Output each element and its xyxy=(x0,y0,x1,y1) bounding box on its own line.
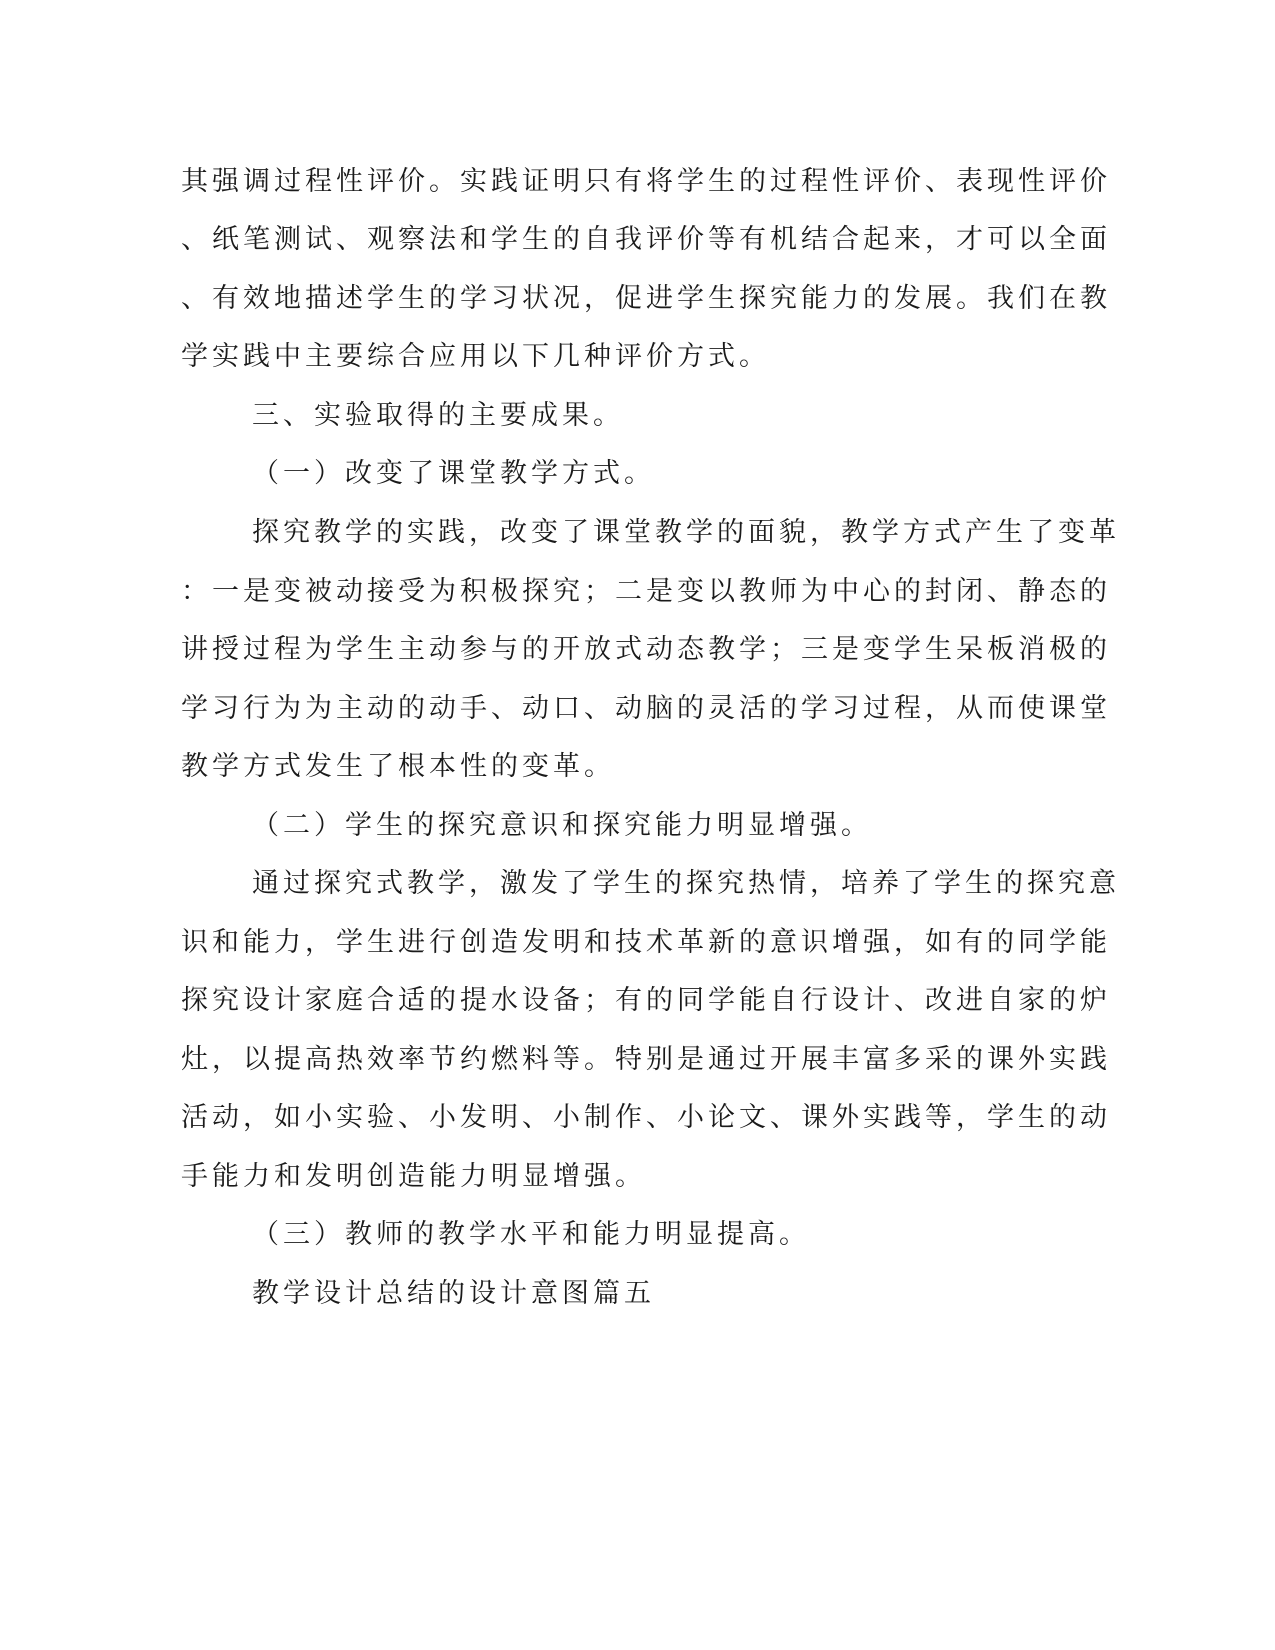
paragraph-line: 学实践中主要综合应用以下几种评价方式。 xyxy=(181,341,770,372)
paragraph-line: 活动，如小实验、小发明、小制作、小论文、课外实践等，学生的动 xyxy=(181,1102,1111,1133)
paragraph-line: 、纸笔测试、观察法和学生的自我评价等有机结合起来，才可以全面 xyxy=(181,224,1111,255)
subsection-heading: （一）改变了课堂教学方式。 xyxy=(252,458,655,489)
paragraph-line: 识和能力，学生进行创造发明和技术革新的意识增强，如有的同学能 xyxy=(181,927,1111,958)
subsection-heading: （二）学生的探究意识和探究能力明显增强。 xyxy=(252,810,872,841)
paragraph-line: 探究设计家庭合适的提水设备；有的同学能自行设计、改进自家的炉 xyxy=(181,985,1111,1016)
paragraph-line: 、有效地描述学生的学习状况，促进学生探究能力的发展。我们在教 xyxy=(181,283,1111,314)
paragraph-line: 讲授过程为学生主动参与的开放式动态教学；三是变学生呆板消极的 xyxy=(181,634,1111,665)
section-title: 教学设计总结的设计意图篇五 xyxy=(252,1278,655,1309)
paragraph-line: ：一是变被动接受为积极探究；二是变以教师为中心的封闭、静态的 xyxy=(181,576,1111,607)
paragraph-line: 教学方式发生了根本性的变革。 xyxy=(181,751,615,782)
paragraph-line: 灶，以提高热效率节约燃料等。特别是通过开展丰富多采的课外实践 xyxy=(181,1044,1111,1075)
paragraph-line: 通过探究式教学，激发了学生的探究热情，培养了学生的探究意 xyxy=(252,868,1120,899)
paragraph-line: 学习行为为主动的动手、动口、动脑的灵活的学习过程，从而使课堂 xyxy=(181,693,1111,724)
paragraph-line: 探究教学的实践，改变了课堂教学的面貌，教学方式产生了变革 xyxy=(252,517,1120,548)
subsection-heading: （三）教师的教学水平和能力明显提高。 xyxy=(252,1219,810,1250)
section-heading: 三、实验取得的主要成果。 xyxy=(252,400,624,431)
paragraph-line: 手能力和发明创造能力明显增强。 xyxy=(181,1161,646,1192)
paragraph-line: 其强调过程性评价。实践证明只有将学生的过程性评价、表现性评价 xyxy=(181,166,1111,197)
